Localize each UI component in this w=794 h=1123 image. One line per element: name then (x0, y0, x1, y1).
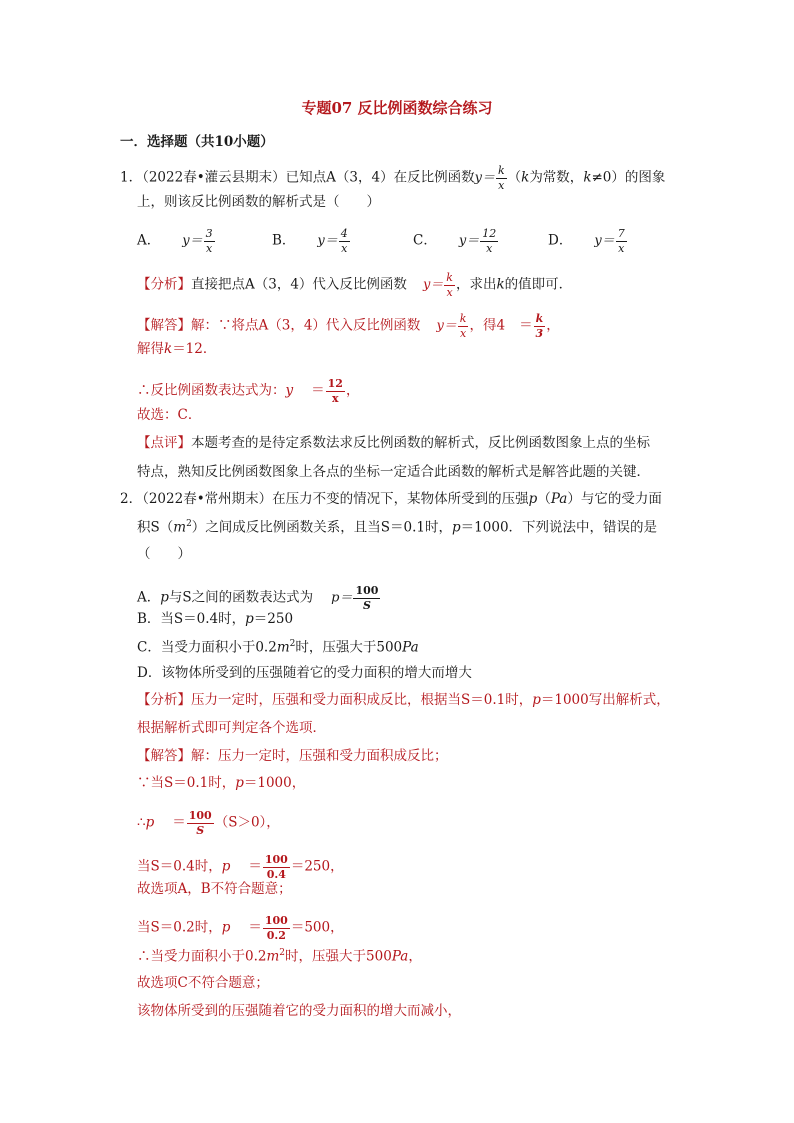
q2-stem-line3: （ ） (137, 546, 191, 562)
q1-fn-y: y＝ (474, 170, 495, 186)
q1-fn-fraction: $\frac{k}{x}$ (497, 164, 505, 192)
q1-choice: 故选：C． (137, 407, 202, 423)
q2-analysis-line2: 根据解析式即可判定各个选项． (137, 720, 326, 736)
q1-comment-line1: 【点评】本题考查的是待定系数法求反比例函数的解析式，反比例函数图象上点的坐标 (137, 435, 650, 451)
q2-answer-line2: ∵当S＝0.1时，p＝1000， (137, 775, 306, 791)
q1-option-d: D． y＝ $\frac{7}{x}$ (548, 227, 625, 255)
q2-answer-line7: ∴当受力面积小于$0.2m^2$时，压强大于500Pa， (137, 948, 422, 965)
q2-stem-line2: 积$S(m^2)$之间成反比例函数关系，且当S＝0.1时，p＝1000．下列说法中，错误的是 (137, 519, 658, 536)
q2-option-d: D．该物体所受到的压强随着它的受力面积的增大而增大 (137, 665, 472, 681)
q2-answer-line1: 【解答】解：压力一定时，压强和受力面积成反比； (137, 748, 448, 764)
q2-answer-line4: 当S＝0.4时，p ＝ $\frac{100}{0.4}$ ＝250， (137, 853, 344, 881)
analysis-tag: 【分析】 (137, 692, 191, 708)
answer-tag: 【解答】 (137, 748, 191, 764)
q2-answer-line6: 当S＝0.2时，p ＝ $\frac{100}{0.2}$ ＝500， (137, 914, 344, 942)
answer-tag: 【解答】 (137, 317, 191, 334)
q2-answer-line8: 故选项C不符合题意； (137, 975, 269, 991)
q1-analysis: 【分析】直接把点A（3，4）代入反比例函数 y＝ $\frac{k}{x}$ ，求出k的值即可． (137, 271, 573, 299)
q2-answer-line9: 该物体所受到的压强随着它的受力面积的增大而减小， (137, 1003, 461, 1019)
page-title: 专题07 反比例函数综合练习 (301, 99, 493, 117)
q2-option-c: C．当受力面积小于$0.2m^2$时，压强大于500Pa (137, 639, 419, 656)
q1-stem-text: 1．（2022春•灌云县期末）已知点A（3，4）在反比例函数 (120, 169, 475, 186)
q1-stem-line1: 1．（2022春•灌云县期末）已知点A（3，4）在反比例函数y＝ $\frac{k}{x}$ （k为常数，k≠0）的图象 (120, 164, 666, 192)
q1-stem-line2: 上，则该反比例函数的解析式是（ ） (137, 194, 380, 210)
q1-option-b: B． y＝ $\frac{4}{x}$ (272, 227, 348, 255)
q1-option-a: A． y＝ $\frac{3}{x}$ (137, 227, 213, 255)
q1-option-c: C． y＝ $\frac{12}{x}$ (413, 227, 497, 255)
section-heading: 一．选择题（共10小题） (120, 134, 274, 150)
q1-expression-line: ∴反比例函数表达式为：y ＝ $\frac{12}{x}$ ， (137, 377, 360, 405)
q1-solve-line: 解得k＝12． (137, 341, 217, 357)
q2-answer-line5: 故选项A，B不符合题意； (137, 881, 292, 897)
comment-tag: 【点评】 (137, 435, 191, 451)
q1-answer: 【解答】解：∵将点A（3，4）代入反比例函数 y＝ $\frac{k}{x}$ ，得4 ＝ $\frac{k}{3}$ ， (137, 312, 560, 340)
q1-comment-line2: 特点，熟知反比例函数图象上各点的坐标一定适合此函数的解析式是解答此题的关键． (137, 464, 650, 480)
q2-stem-line1: 2．（2022春•常州期末）在压力不变的情况下，某物体所受到的压强p（Pa）与它的受力面 (120, 491, 662, 507)
q2-option-b: B．当S＝0.4时，p＝250 (137, 611, 294, 627)
analysis-tag: 【分析】 (137, 276, 191, 293)
q2-answer-line3: ∴p ＝ $\frac{100}{S}$ （S＞0）， (137, 809, 280, 837)
q2-analysis-line1: 【分析】压力一定时，压强和受力面积成反比，根据当S＝0.1时，p＝1000写出解析式， (137, 692, 670, 708)
q2-option-a: A．p与S之间的函数表达式为 p＝ $\frac{100}{S}$ (137, 584, 379, 612)
